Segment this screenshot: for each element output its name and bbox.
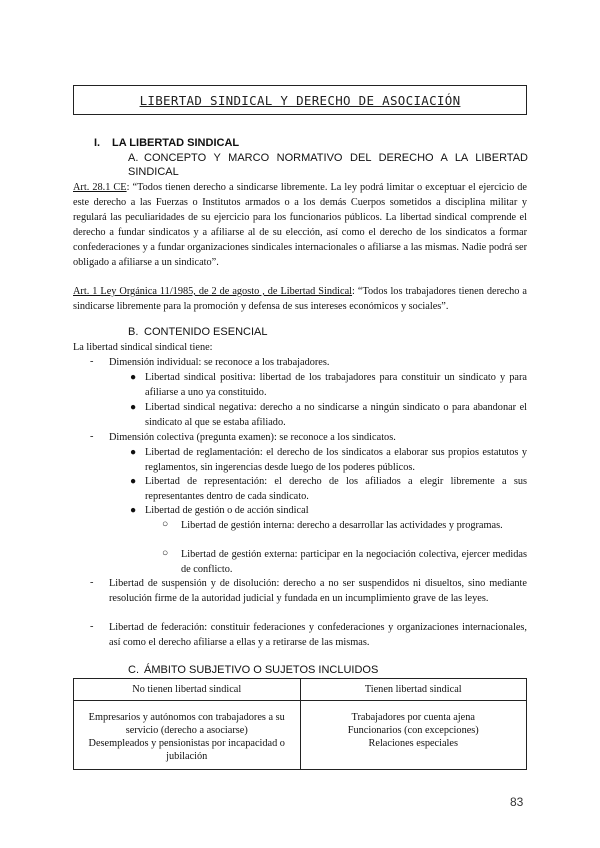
libertad-gestion: Libertad de gestión o de acción sindical: [145, 505, 309, 516]
bullet-dot: ●: [130, 447, 137, 458]
subsection-c-heading: [128, 664, 378, 676]
contenido-intro: La libertad sindical sindical tiene:: [73, 342, 213, 353]
subsection-c-letter: C.: [128, 664, 139, 676]
section-title: LA LIBERTAD SINDICAL: [112, 137, 240, 149]
dash-bullet: -: [90, 621, 94, 632]
libertad-representacion: Libertad de representación: el derecho de los afiliados a elegir libremente a sus representantes dentro de cada sindicato.: [145, 476, 527, 502]
lo-text: : “Todos los trabajadores tienen derecho a sindicarse libremente para la promoción y defensa de sus intereses económicos y sociales”.: [73, 286, 527, 312]
gestion-externa: Libertad de gestión externa: participar en la negociación colectiva, ejercer medidas de conflicto.: [181, 549, 527, 575]
cell-line: Relaciones especiales: [368, 738, 458, 749]
table-cell-tienen: [300, 701, 527, 770]
lo-ref: Art. 1 Ley Orgánica 11/1985, de 2 de agosto , de Libertad Sindical: [73, 286, 353, 297]
cell-line: Desempleados y pensionistas por incapacidad o jubilación: [88, 738, 285, 762]
cell-line: Trabajadores por cuenta ajena: [351, 712, 475, 723]
subsection-b-letter: B.: [128, 326, 139, 338]
table-header-cell: No tienen libertad sindical: [74, 679, 301, 701]
gestion-interna: Libertad de gestión interna: derecho a desarrollar las actividades y programas.: [181, 520, 503, 531]
subsection-a-heading: [128, 151, 528, 179]
subsection-b-title: CONTENIDO ESENCIAL: [144, 326, 268, 338]
dash-bullet: -: [90, 356, 94, 367]
dash-bullet: -: [90, 431, 94, 442]
dash-bullet: -: [90, 577, 94, 588]
bullet-circle: ○: [162, 519, 169, 530]
art28-paragraph: [73, 180, 527, 270]
art28-ref: Art. 28.1 CE: [73, 182, 127, 193]
dim-colectiva: Dimensión colectiva (pregunta examen): se reconoce a los sindicatos.: [109, 432, 396, 443]
libertad-suspension: Libertad de suspensión y de disolución: derecho a no ser suspendidos ni disueltos, sino mediante resolución firme de la autoridad judicial y fundada en un incumplimiento grave de las leyes.: [109, 578, 527, 604]
page-number: 83: [510, 795, 524, 809]
subsection-c-title: ÁMBITO SUBJETIVO O SUJETOS INCLUIDOS: [144, 664, 379, 676]
cell-line: Funcionarios (con excepciones): [347, 725, 479, 736]
libertad-reglamentacion: Libertad de reglamentación: el derecho de los sindicatos a elaborar sus propios estatutos y reglamentos, sin ingerencias desde luego de los poderes públicos.: [145, 447, 527, 473]
libertad-positiva: Libertad sindical positiva: libertad de los trabajadores para constituir un sindicato y para afiliarse a uno ya constituido.: [145, 372, 527, 398]
table-cell-no-tienen: [74, 701, 301, 770]
lo-paragraph: [73, 284, 527, 314]
art28-text: : “Todos tienen derecho a sindicarse libremente. La ley podrá limitar o exceptuar el ejercicio de este derecho a las Fuerzas o Institutos armados o a los demás Cuerpos sometidos a disciplina militar y regulará las peculiaridades de su ejercicio para los funcionarios públicos. La libertad sindical comprende el derecho a fundar sindicatos y a afiliarse al de su elección, así como el derecho de los sindicatos a formar confederaciones y a fundar organizaciones sindicales internacionales o afiliarse a las mismas. Nadie podrá ser obligado a afiliarse a un sindicato”.: [73, 182, 527, 268]
sujetos-table: [73, 678, 527, 770]
bullet-dot: ●: [130, 505, 137, 516]
table-row: [74, 701, 527, 770]
bullet-circle: ○: [162, 548, 169, 559]
dim-individual: Dimensión individual: se reconoce a los trabajadores.: [109, 357, 330, 368]
subsection-a-title: CONCEPTO Y MARCO NORMATIVO DEL DERECHO A LA LIBERTAD SINDICAL: [128, 152, 528, 178]
section-heading: [94, 137, 239, 149]
bullet-dot: ●: [130, 402, 137, 413]
bullet-dot: ●: [130, 372, 137, 383]
libertad-negativa: Libertad sindical negativa: derecho a no sindicarse a ningún sindicato o para abandonar el sindicato al que se estaba afiliado.: [145, 402, 527, 428]
page-title: LIBERTAD SINDICAL Y DERECHO DE ASOCIACIÓN: [73, 85, 527, 115]
subsection-a-letter: A.: [128, 152, 139, 164]
bullet-dot: ●: [130, 476, 137, 487]
table-header-cell: Tienen libertad sindical: [300, 679, 527, 701]
subsection-b-heading: [128, 326, 267, 338]
table-header-row: [74, 679, 527, 701]
libertad-federacion: Libertad de federación: constituir federaciones y confederaciones y organizaciones internacionales, así como el derecho afiliarse a ellas y a retirarse de las mismas.: [109, 622, 527, 648]
cell-line: Empresarios y autónomos con trabajadores a su servicio (derecho a asociarse): [88, 712, 285, 736]
section-number: I.: [94, 137, 101, 149]
